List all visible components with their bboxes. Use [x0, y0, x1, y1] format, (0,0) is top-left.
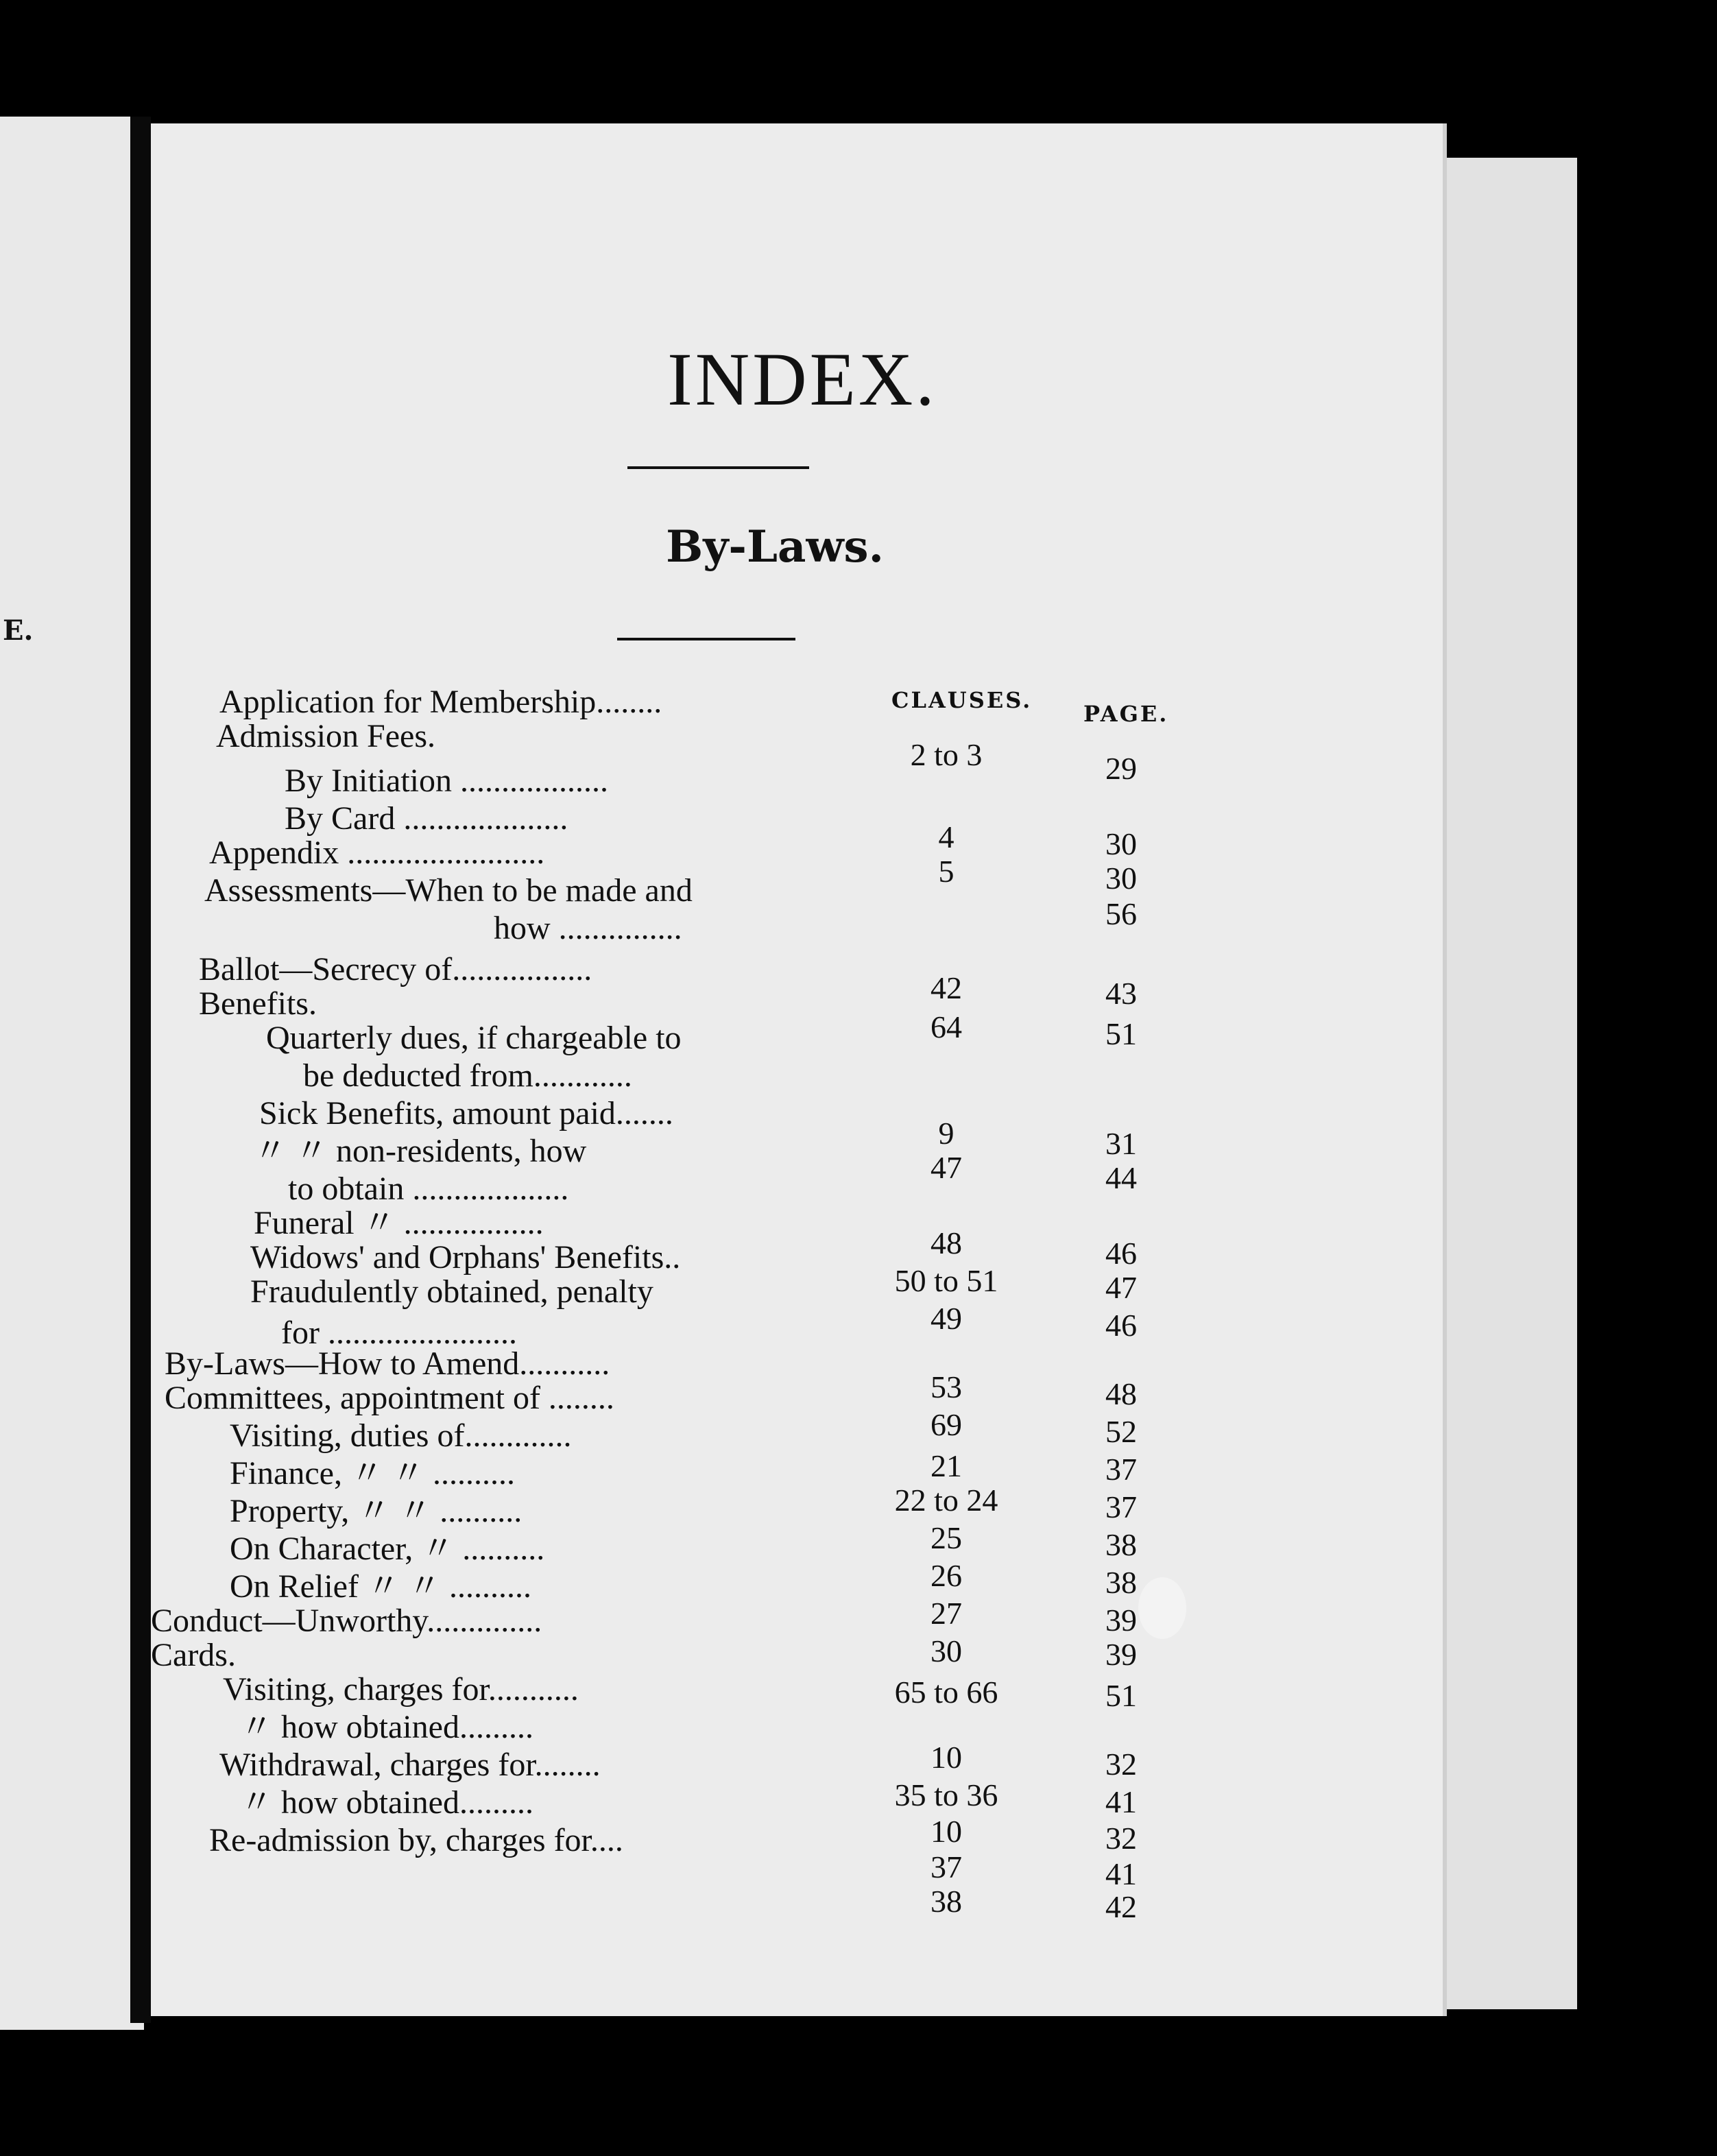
section-rule: [617, 638, 795, 640]
index-entry-text: Admission Fees.: [216, 718, 436, 754]
section-title: By-Laws.: [666, 521, 884, 573]
page-title: INDEX.: [667, 337, 937, 421]
index-entry-text: for .......................: [281, 1315, 517, 1351]
left-page-edge-letter: E.: [3, 614, 34, 647]
index-entry-page: 30: [1105, 861, 1137, 896]
index-entry-page: 52: [1105, 1414, 1137, 1449]
index-entry-page: 37: [1105, 1489, 1137, 1524]
index-entry-clauses: 30: [930, 1633, 962, 1668]
index-entry-page: 29: [1105, 751, 1137, 786]
index-entry-text: 〃 how obtained.........: [240, 1784, 533, 1821]
index-entry-text: On Character, 〃 ..........: [230, 1531, 545, 1567]
index-entry-clauses: 42: [930, 970, 962, 1005]
index-entry-text: Assessments—When to be made and: [204, 872, 693, 909]
index-entry-page: 44: [1105, 1160, 1137, 1195]
page-column-header: PAGE.: [1083, 701, 1169, 727]
left-page: [0, 117, 144, 2030]
index-entry-text: how ...............: [494, 910, 682, 946]
index-entry-text: Conduct—Unworthy..............: [151, 1603, 542, 1639]
index-entry-page: 39: [1105, 1637, 1137, 1672]
index-entry-clauses: 21: [930, 1448, 962, 1483]
index-entry-page: 42: [1105, 1889, 1137, 1924]
index-entry-text: Widows' and Orphans' Benefits..: [250, 1239, 681, 1275]
index-entry-text: 〃 how obtained.........: [240, 1709, 533, 1745]
index-entry-text: to obtain ...................: [288, 1171, 569, 1207]
index-entry-clauses: 27: [930, 1596, 962, 1631]
index-entry-text: Fraudulently obtained, penalty: [250, 1273, 653, 1310]
index-entry-page: 38: [1105, 1565, 1137, 1600]
index-entry-page: 56: [1105, 896, 1137, 931]
index-entry-text: Appendix ........................: [209, 835, 545, 871]
index-entry-text: By-Laws—How to Amend...........: [165, 1345, 610, 1382]
index-entry-clauses: 38: [930, 1884, 962, 1919]
index-entry-clauses: 49: [930, 1301, 962, 1336]
index-entry-page: 37: [1105, 1452, 1137, 1487]
index-entry-clauses: 9: [938, 1116, 954, 1151]
index-entry-text: Quarterly dues, if chargeable to: [266, 1020, 682, 1056]
index-entry-clauses: 65 to 66: [894, 1675, 998, 1710]
index-entry-clauses: 53: [930, 1369, 962, 1404]
book-gutter: [130, 117, 151, 2023]
index-entry-clauses: 10: [930, 1814, 962, 1849]
index-entry-clauses: 5: [938, 854, 954, 889]
index-entry-clauses: 69: [930, 1407, 962, 1442]
index-entry-page: 48: [1105, 1376, 1137, 1411]
index-entry-text: Finance, 〃 〃 ..........: [230, 1455, 515, 1492]
index-entry-clauses: 4: [938, 819, 954, 854]
index-entry-page: 41: [1105, 1856, 1137, 1891]
index-entry-page: 43: [1105, 976, 1137, 1011]
index-entry-text: Sick Benefits, amount paid.......: [259, 1095, 673, 1131]
index-entry-text: Re-admission by, charges for....: [209, 1822, 623, 1858]
title-rule: [627, 466, 809, 469]
index-entry-page: 32: [1105, 1747, 1137, 1782]
index-entry-clauses: 48: [930, 1225, 962, 1260]
index-entry-clauses: 10: [930, 1740, 962, 1775]
index-entry-text: By Initiation ..................: [285, 763, 608, 799]
index-entry-text: Cards.: [151, 1637, 236, 1673]
index-entry-clauses: 47: [930, 1150, 962, 1185]
index-entry-text: be deducted from............: [303, 1057, 632, 1094]
index-page: [151, 123, 1447, 2016]
index-entry-text: Committees, appointment of ........: [165, 1380, 614, 1416]
index-entry-page: 38: [1105, 1527, 1137, 1562]
index-entry-text: 〃 〃 non-residents, how: [254, 1133, 587, 1169]
index-entry-page: 41: [1105, 1784, 1137, 1819]
index-entry-text: On Relief 〃 〃 ..........: [230, 1568, 531, 1605]
index-entry-text: Application for Membership........: [219, 684, 662, 720]
index-entry-text: Visiting, charges for...........: [223, 1671, 579, 1708]
index-entry-text: By Card ....................: [285, 800, 568, 837]
index-entry-text: Property, 〃 〃 ..........: [230, 1493, 523, 1529]
index-entry-clauses: 25: [930, 1520, 962, 1555]
index-entry-page: 31: [1105, 1126, 1137, 1161]
index-entry-clauses: 26: [930, 1558, 962, 1593]
index-entry-text: Benefits.: [199, 985, 317, 1022]
index-entry-text: Withdrawal, charges for........: [219, 1747, 601, 1783]
index-entry-page: 51: [1105, 1016, 1137, 1051]
index-entry-clauses: 35 to 36: [894, 1777, 998, 1812]
index-entry-page: 32: [1105, 1821, 1137, 1856]
index-entry-page: 39: [1105, 1603, 1137, 1638]
index-entry-clauses: 64: [930, 1009, 962, 1044]
index-entry-page: 51: [1105, 1678, 1137, 1713]
index-entry-clauses: 37: [930, 1849, 962, 1884]
index-entry-text: Visiting, duties of.............: [230, 1417, 572, 1454]
index-entry-text: Ballot—Secrecy of.................: [199, 951, 592, 987]
index-entry-text: Funeral 〃 .................: [254, 1205, 544, 1241]
index-entry-clauses: 2 to 3: [910, 737, 983, 772]
index-entry-clauses: 22 to 24: [894, 1483, 998, 1518]
index-entry-page: 47: [1105, 1270, 1137, 1305]
index-entry-clauses: 50 to 51: [894, 1263, 998, 1298]
clauses-column-header: CLAUSES.: [891, 687, 1033, 713]
index-entry-page: 30: [1105, 826, 1137, 861]
index-entry-page: 46: [1105, 1236, 1137, 1271]
index-entry-page: 46: [1105, 1308, 1137, 1343]
